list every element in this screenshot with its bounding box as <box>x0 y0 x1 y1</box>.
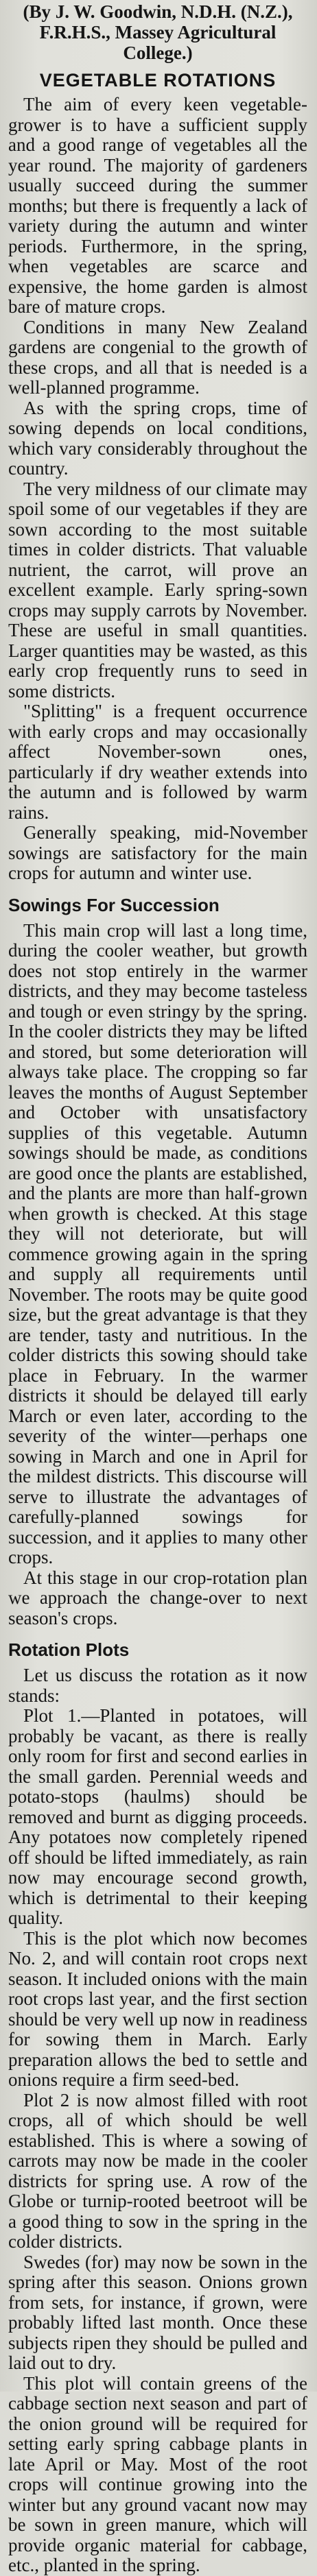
intro-paragraph: Generally speaking, mid-November sowings are satisfactory for the main crops for autumn and winter use. <box>8 822 307 883</box>
section-paragraph: This plot will contain greens of the cabbage section next season and part of the onion ground will be required for setting early spring cabbage plants in late April or May. Most of the root crops will continue growing into the winter but any ground vacant now may be sown in green manure, which will provide organic material for cabbage, etc., planted in the spring. <box>8 2372 307 2575</box>
intro-paragraph: The aim of every keen vegetable-grower is to have a sufficient supply and a good range of vegetables all the year round. The majority of gardeners usually succeed during the summer months; but there is frequently a lack of variety during the autumn and winter periods. Furthermore, in the spring, when vegetables are scarce and expensive, the home garden is almost bare of mature crops. <box>8 94 307 317</box>
section-paragraph: This main crop will last a long time, during the cooler weather, but growth does not stop entirely in the warmer districts, and they may become tasteless and tough or even stringy by the spring. In the cooler districts they may be lifted and stored, but some deterioration will always take place. The cropping so far leaves the months of August September and October with unsatisfactory supplies of this vegetable. Autumn sowings should be made, as conditions are good once the plants are established, and the plants are more than half-grown when growth is checked. At this stage they will not deteriorate, but will commence growing again in the spring and supply all requirements until November. The roots may be quite good size, but the great advantage is that they are tender, tasty and nutritious. In the colder districts this sowing should take place in February. In the warmer districts it should be delayed till early March or even later, according to the severity of the winter—perhaps one sowing in March and one in April for the mildest districts. This discourse will serve to illustrate the advantages of carefully-planned sowings for succession, and it applies to many other crops. <box>8 919 307 1567</box>
section-paragraph: Swedes (for) may now be sown in the spring after this season. Onions grown from sets, for instance, if grown, were probably lifted last month. Once these subjects ripen they should be pulled and laid out to dry. <box>8 2251 307 2373</box>
intro-paragraph: As with the spring crops, time of sowing depends on local conditions, which vary considerably throughout the country. <box>8 397 307 479</box>
intro-paragraph: Conditions in many New Zealand gardens are congenial to the growth of these crops, and all that is needed is a well-planned programme. <box>8 316 307 398</box>
sowings-section <box>8 895 307 1629</box>
section-paragraph: At this stage in our crop-rotation plan we approach the change-over to next season's crops. <box>8 1567 307 1628</box>
section-heading: Rotation Plots <box>8 1639 130 1660</box>
intro-section <box>8 95 307 884</box>
section-paragraph: Let us discuss the rotation as it now stands: <box>8 1665 307 1706</box>
section-paragraph: Plot 2 is now almost filled with root crops, all of which should be well established. This is where a sowing of carrots may now be made in the cooler districts for spring use. A row of the Globe or turnip-rooted beetroot will be a good thing to sow in the spring in the colder districts. <box>8 2089 307 2252</box>
headline: VEGETABLE ROTATIONS <box>39 70 277 91</box>
intro-paragraph: "Splitting" is a frequent occurrence with early crops and may occasionally affect November-sown ones, particularly if dry weather extends into the autumn and is followed by warm rains. <box>8 701 307 823</box>
section-paragraph: Plot 1.—Planted in potatoes, will probably be vacant, as there is really only room for first and second earlies in the small garden. Perennial weeds and potato-stops (haulms) should be removed and burnt as digging proceeds. Any potatoes now completely ripened off should be lifted immediately, as rain now may encourage second growth, which is detrimental to their keeping quality. <box>8 1705 307 1928</box>
section-heading: Sowings For Succession <box>8 894 220 915</box>
intro-paragraph: The very mildness of our climate may spoil some of our vegetables if they are sown according to the most suitable times in colder districts. That valuable nutrient, the carrot, will prove an excellent example. Early spring-sown crops may supply carrots by November. These are useful in small quantities. Larger quantities may be wasted, as this early crop frequently runs to seed in some districts. <box>8 478 307 701</box>
rotation-section <box>8 1639 307 2576</box>
byline: (By J. W. Goodwin, N.D.H. (N.Z.), F.R.H.S., Massey Agricultural College.) <box>23 1 293 63</box>
section-paragraph: This is the plot which now becomes No. 2, and will contain root crops next season. It included onions with the main root crops last year, and the first section should be very well up now in readiness for sowing them in March. Early preparation allows the bed to settle and onions require a firm seed-bed. <box>8 1927 307 2090</box>
